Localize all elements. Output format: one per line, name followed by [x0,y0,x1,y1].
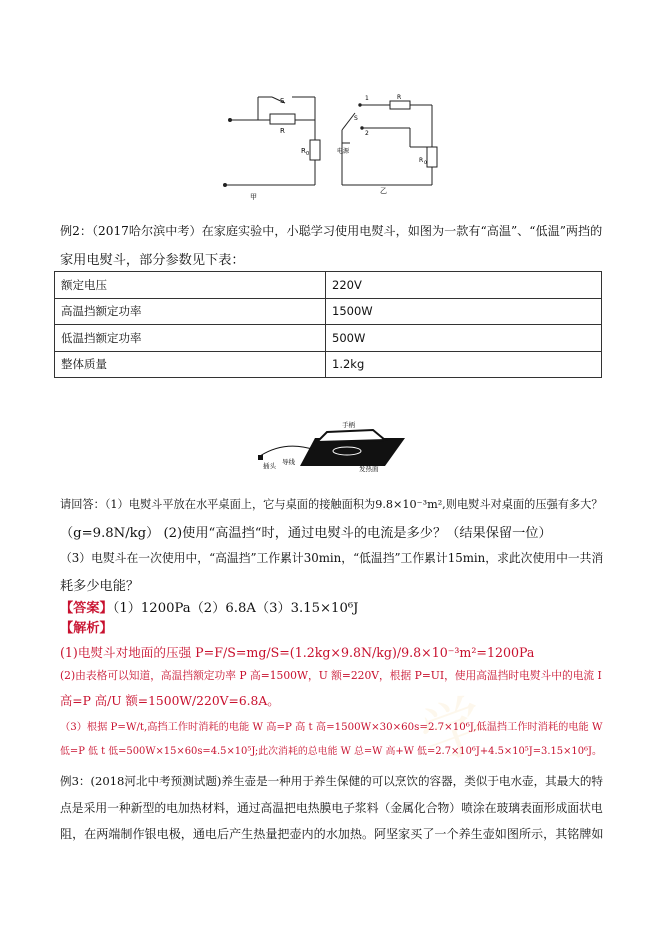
jia-resistor0-label: R [301,147,306,155]
jia-resistor-label: R [280,127,285,135]
analysis-label: 【解析】 [60,621,113,636]
table-cell-key: 高温挡额定功率 [55,298,326,325]
analysis-line-2: (2)由表格可以知道，高温挡额定功率 P 高=1500W，U 额=220V，根据 P=UI，使用高温挡时电熨斗中的电流 I [60,669,602,682]
iron-plug-label: 插头 [263,462,276,470]
analysis-line-5: 低=P 低 t 低=500W×15×60s=4.5×10⁵J;此次消耗的总电能 W 总=W 高+W 低=2.7×10⁶J+4.5×10⁵J=3.15×10⁶J。 [60,746,602,757]
table-row [55,298,602,325]
question-1b: （g=9.8N/kg） (2)使用“高温挡“时，通过电熨斗的电流是多少？（结果保留一位） [60,526,552,541]
table-cell-value: 1.2kg [326,351,602,378]
watermark: 学 [411,685,497,778]
example3-line3: 阻，在两端制作银电极，通电后产生热量把壶内的水加热。阿坚家买了一个养生壶如图所示，其铭牌如 [60,827,604,841]
table-cell-key: 整体质量 [55,351,326,378]
answer-label: 【答案】 [60,601,113,616]
analysis-line-3: 高=P 高/U 额=1500W/220V=6.8A。 [60,694,280,708]
iron-figure [255,418,405,473]
example2-line1: 例2：（2017哈尔滨中考）在家庭实验中，小聪学习使用电熨斗，如图为一款有“高温”、“低温”两挡的 [60,224,603,238]
table-row [55,351,602,378]
iron-handle-label: 手柄 [342,421,355,429]
table-cell-key: 额定电压 [55,272,326,299]
circuit-diagram [210,85,450,205]
answer-text: （1）1200Pa（2）6.8A（3）3.15×10⁶J [112,601,359,616]
parameter-table [54,271,602,378]
jia-resistor0-sub: 0 [306,151,310,157]
table-cell-value: 500W [326,325,602,352]
jia-switch-label: S [280,97,285,105]
table-cell-value: 1500W [326,298,602,325]
example3-line2: 点是采用一种新型的电加热材料，通过高温把电热膜电子浆料（金属化合物）喷涂在玻璃表面形成面状电 [60,801,603,815]
yi-resistor0-label: R [419,157,424,164]
example2-line2: 家用电熨斗，部分参数见下表： [60,253,245,268]
yi-resistor-label: R [397,94,402,101]
analysis-line-4: （3）根据 P=W/t,高挡工作时消耗的电能 W 高=P 高 t 高=1500W×30×60s=2.7×10⁶J,低温挡工作时消耗的电能 W [60,722,603,733]
answer-line [60,597,358,616]
jia-caption: 甲 [250,193,257,201]
iron-wire-label: 导线 [282,458,295,466]
question-3b: 耗多少电能？ [60,579,140,594]
circuit-jia [224,97,321,187]
iron-plate-label: 发热面 [359,465,379,473]
table-cell-key: 低温挡额定功率 [55,325,326,352]
yi-terminal1: 1 [365,95,369,102]
example3-line1: 例3：(2018河北中考预测试题)养生壶是一种用于养生保健的可以烹饮的容器，类似于电水壶，其最大的特 [60,774,603,788]
analysis-line-1: (1)电熨斗对地面的压强 P=F/S=mg/S=(1.2kg×9.8N/kg)/9.8×10⁻³m²=1200Pa [60,645,535,660]
yi-terminal2: 2 [365,130,369,137]
table-cell-value: 220V [326,272,602,299]
question-3: （3）电熨斗在一次使用中，“高温挡”工作累计30min，“低温挡”工作累计15min，求此次使用中一共消 [60,551,604,565]
yi-resistor0-sub: 0 [424,161,427,166]
yi-switch-label: S [354,115,358,122]
circuit-yi [342,101,437,185]
yi-caption: 乙 [380,187,387,195]
question-1: 请回答：（1）电熨斗平放在水平桌面上，它与桌面的接触面积为9.8×10⁻³m²,则电熨斗对桌面的压强有多大？ [60,498,603,511]
table-row [55,272,602,299]
table-row [55,325,602,352]
yi-power-label: 电源 [337,148,350,155]
